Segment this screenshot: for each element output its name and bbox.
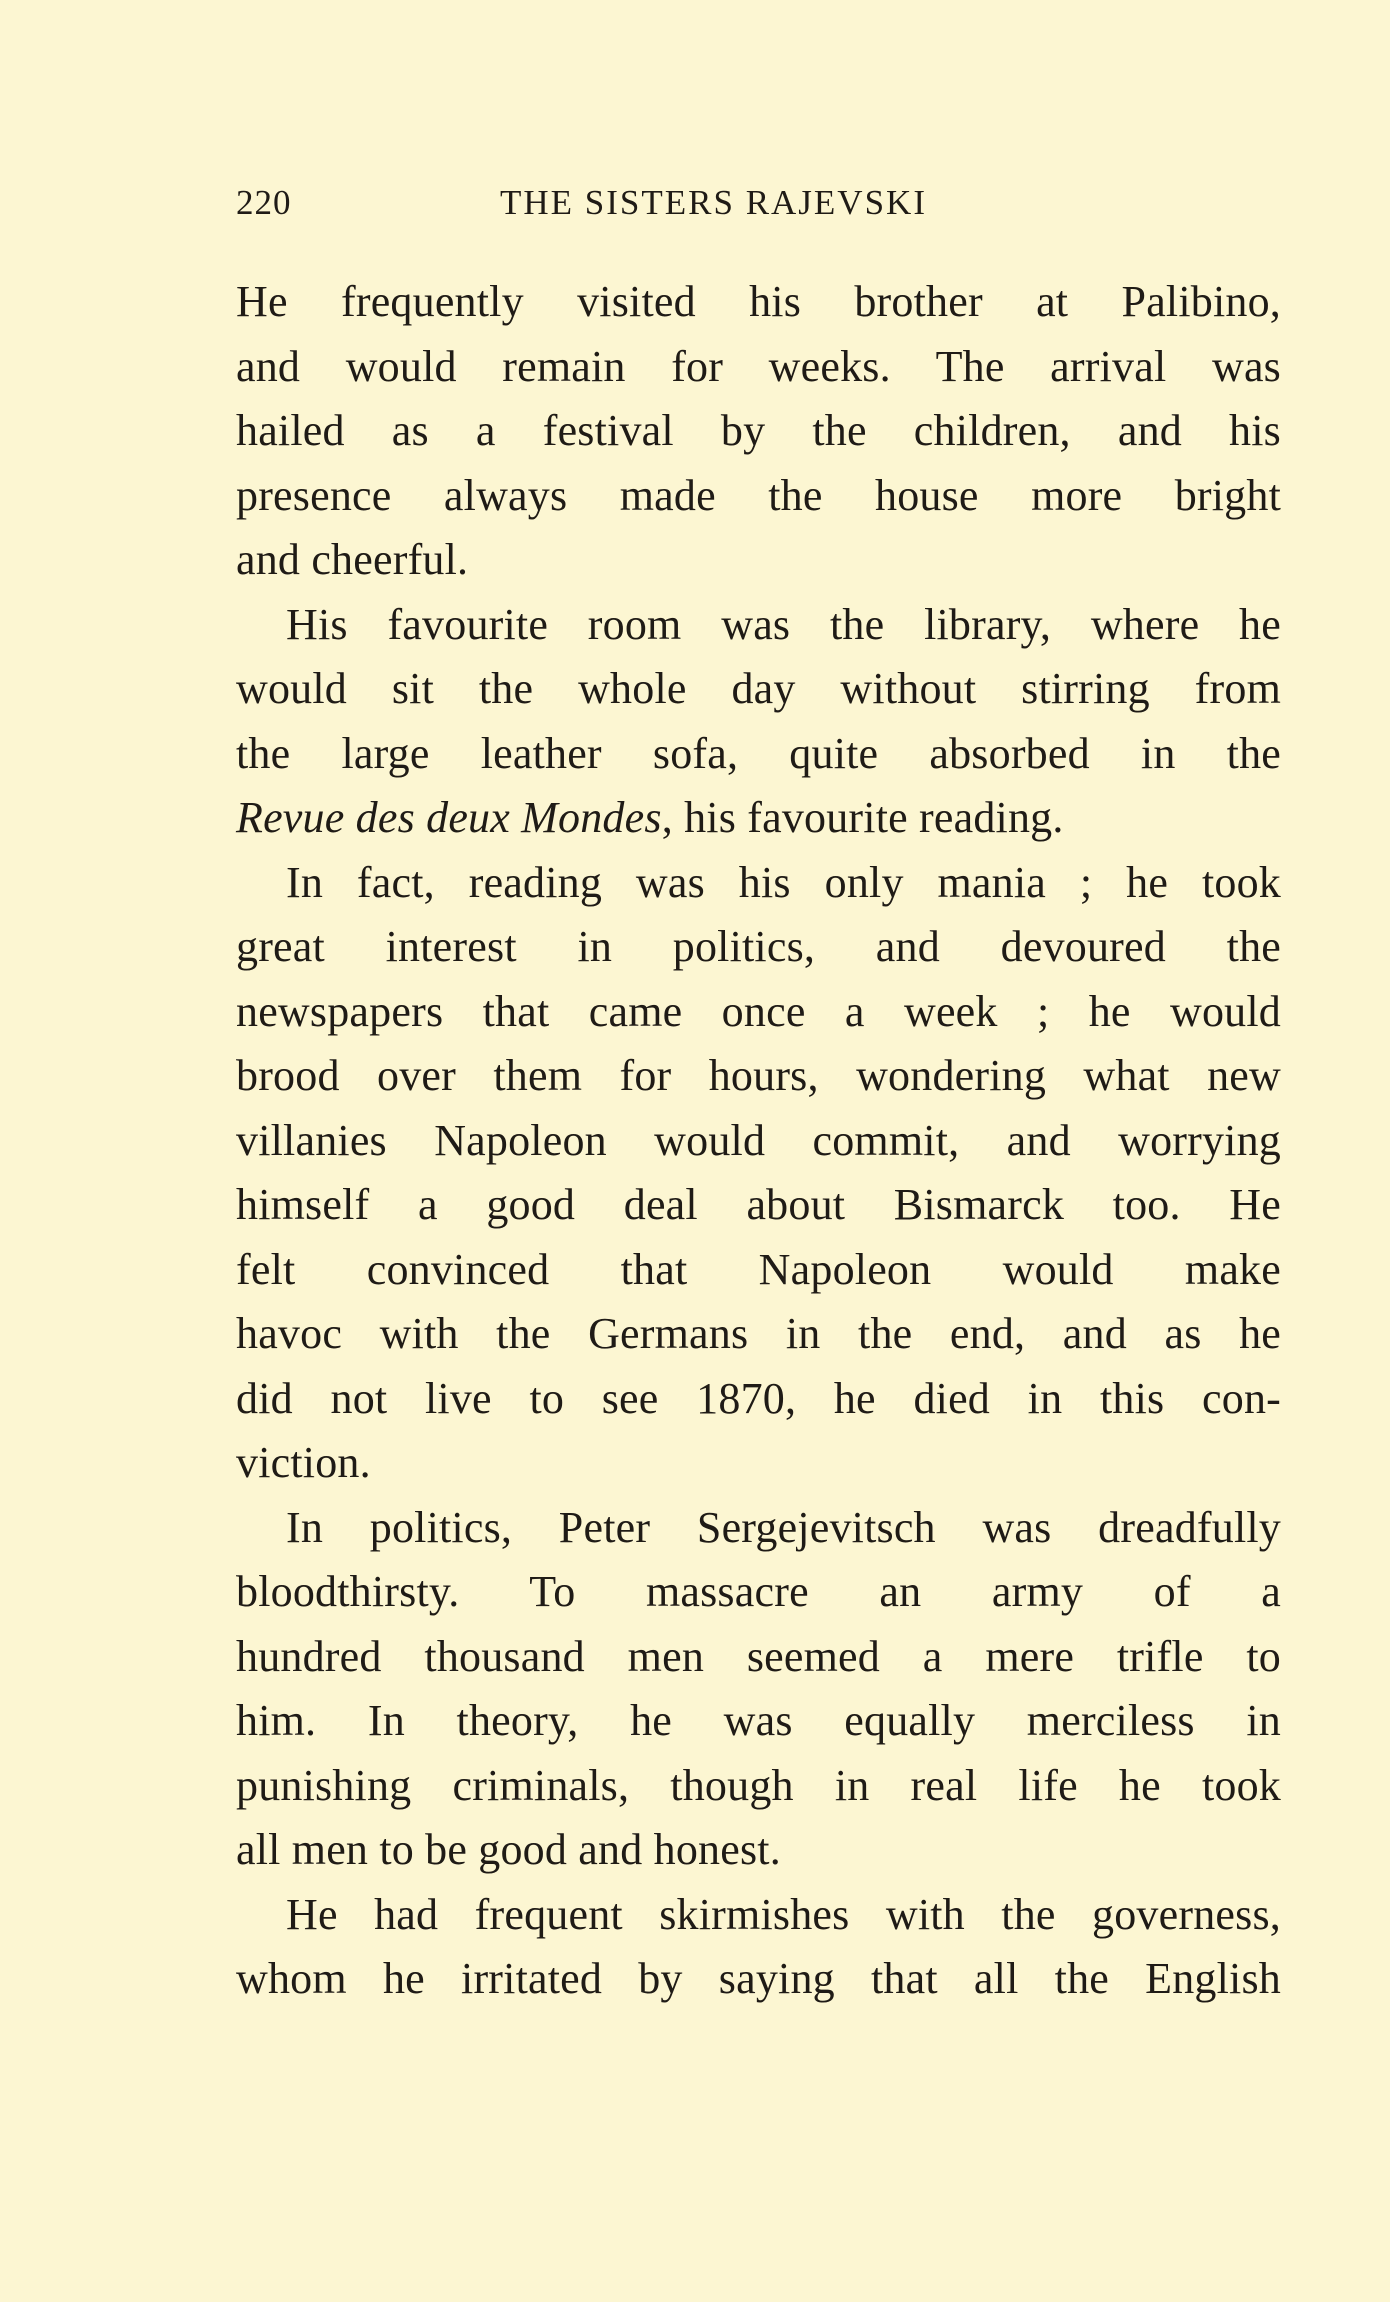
text-line: bloodthirsty. To massacre an army of a — [236, 1567, 1281, 1616]
paragraph — [236, 851, 1281, 1496]
paragraph — [236, 270, 1281, 593]
text-line: His favourite room was the library, where he — [286, 599, 1281, 649]
paragraph — [236, 1496, 1281, 1883]
text-line: He frequently visited his brother at Palibino, — [236, 277, 1281, 326]
running-title: THE SISTERS RAJEVSKI — [500, 183, 927, 222]
text-line: punishing criminals, though in real life he took — [236, 1760, 1281, 1810]
paragraph — [236, 593, 1281, 851]
text-line: brood over them for hours, wondering what new — [236, 1051, 1281, 1100]
italic-journal-title: Revue des deux Mondes — [236, 793, 662, 842]
text-line: hailed as a festival by the children, and his — [236, 406, 1281, 455]
text-fragment: , his favourite reading. — [661, 793, 1064, 842]
text-line: hundred thousand men seemed a mere trifle to — [236, 1631, 1281, 1681]
text-line: great interest in politics, and devoured the — [236, 922, 1281, 971]
text-line: In politics, Peter Sergejevitsch was dreadfully — [286, 1502, 1281, 1552]
text-line: presence always made the house more bright — [236, 470, 1281, 520]
text-line: and would remain for weeks. The arrival was — [236, 341, 1281, 391]
text-line-with-italic-title — [236, 786, 1281, 851]
text-line: In fact, reading was his only mania ; he took — [286, 857, 1281, 907]
text-line: himself a good deal about Bismarck too. He — [236, 1180, 1281, 1229]
text-line: viction. — [236, 1438, 371, 1487]
paragraph — [236, 1883, 1281, 2012]
page-header — [236, 183, 1281, 231]
text-line: the large leather sofa, quite absorbed in the — [236, 728, 1281, 778]
text-line: villanies Napoleon would commit, and worrying — [236, 1115, 1281, 1165]
text-line: felt convinced that Napoleon would make — [236, 1244, 1281, 1294]
text-line: would sit the whole day without stirring from — [236, 664, 1281, 713]
text-line: havoc with the Germans in the end, and as he — [236, 1309, 1281, 1358]
text-line: him. In theory, he was equally merciless in — [236, 1696, 1281, 1745]
text-line: whom he irritated by saying that all the English — [236, 1954, 1281, 2003]
text-line: newspapers that came once a week ; he would — [236, 986, 1281, 1036]
text-line: and cheerful. — [236, 535, 469, 584]
body-text — [236, 270, 1281, 2012]
text-line: He had frequent skirmishes with the governess, — [286, 1889, 1281, 1939]
page-number: 220 — [236, 183, 292, 222]
text-line: all men to be good and honest. — [236, 1825, 781, 1874]
text-line: did not live to see 1870, he died in this con- — [236, 1373, 1281, 1423]
